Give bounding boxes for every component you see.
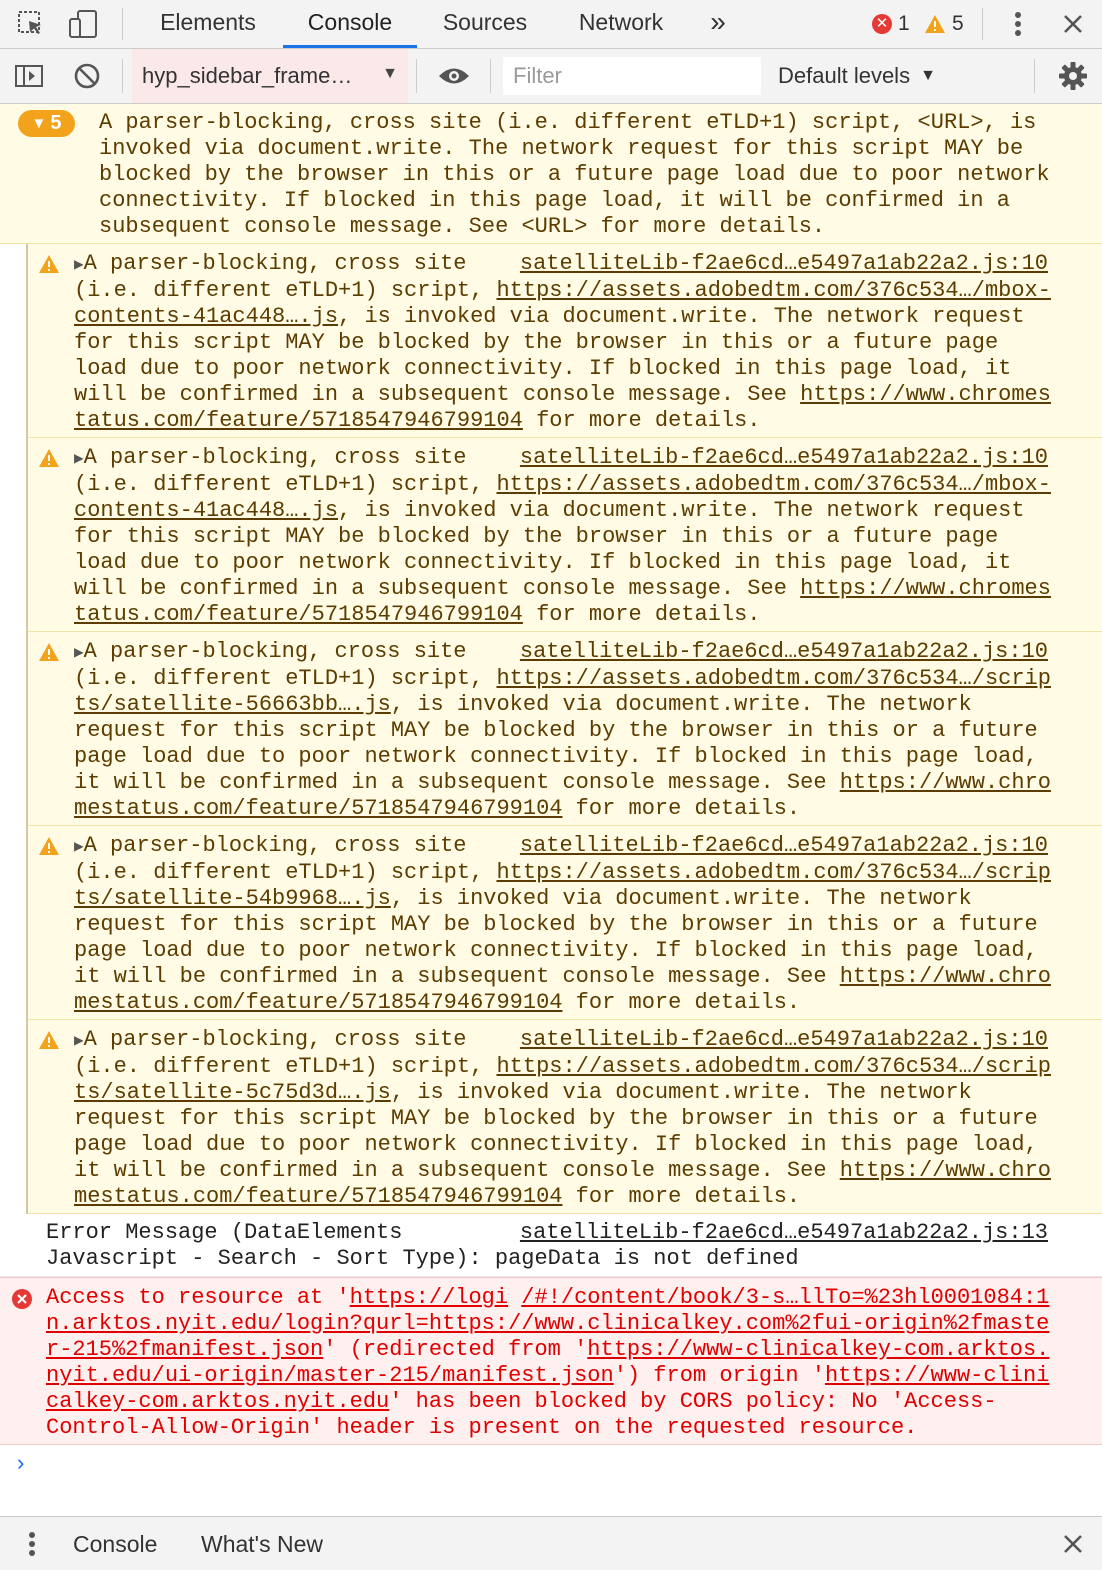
chromestatus-link[interactable]: tatus.com/feature/5718547946799104 [74,602,523,627]
drawer-tab-whats-new[interactable]: What's New [201,1531,323,1557]
source-link[interactable]: satelliteLib-f2ae6cd…e5497a1ab22a2.js:10 [519,1027,1048,1052]
divider [416,59,417,93]
warning-icon [38,254,60,274]
log-text: Error Message (DataElements Javascript - Search - Sort Type): pageData is not defined [46,1220,799,1271]
warning-text: ▶A parser-blocking, cross site (i.e. different eTLD+1) script, https://assets.adobedtm.com/376c534…/scrip ts/satellite-56663bb….js, is invoked via document.write. The network request for this script MAY be blocked by the browser in this or a future page load due to poor network connectivity. If blocked in this page load, it will be confirmed in a subsequent console message. See https://www.chro mestatus.com/feature/5718547946799104 for more details. [74,639,1051,821]
resource-url-link[interactable]: https://logi [349,1285,509,1310]
close-devtools-icon[interactable] [1056,0,1090,48]
divider [1034,59,1035,93]
expand-triangle-icon[interactable]: ▶ [74,256,84,274]
origin-url-link[interactable]: https://www-clini [824,1363,1050,1388]
clear-console-icon[interactable] [70,49,104,103]
log-levels-dropdown[interactable] [778,49,936,103]
chromestatus-link[interactable]: tatus.com/feature/5718547946799104 [74,408,523,433]
context-label: hyp_sidebar_frame… [142,63,353,88]
tab-sources[interactable]: Sources [442,9,528,35]
device-toolbar-icon[interactable] [66,0,102,48]
divider [982,8,983,40]
divider [490,59,491,93]
divider [122,59,123,93]
source-link[interactable]: satelliteLib-f2ae6cd…e5497a1ab22a2.js:10 [519,833,1048,858]
group-count: 5 [50,112,62,134]
resource-url-link[interactable]: n.arktos.nyit.edu/login?qurl=https://www.clinicalkey.com%2fui-origin%2fmaste [46,1311,1050,1336]
warning-group-badge[interactable] [18,110,75,137]
log-levels-label: Default levels [778,63,911,88]
console-log-message[interactable] [0,1214,1102,1277]
console-warning-message[interactable] [28,1020,1102,1214]
redirect-url-link[interactable]: nyit.edu/ui-origin/master-215/manifest.json [46,1363,614,1388]
script-url-link[interactable]: https://assets.adobedtm.com/376c534…/scrip [496,666,1051,691]
inspect-element-icon[interactable] [14,0,48,48]
redirect-url-link[interactable]: https://www-clinicalkey-com.arktos. [587,1337,1050,1362]
warning-count: 5 [952,12,964,35]
console-warning-message[interactable] [28,438,1102,632]
expand-triangle-icon[interactable]: ▶ [74,450,84,468]
source-link[interactable]: satelliteLib-f2ae6cd…e5497a1ab22a2.js:10 [519,251,1048,276]
error-text: Access to resource at 'https://logi /#!/content/book/3-s…llTo=%23hl0001084:1 n.arktos.nyit.edu/login?qurl=https://www.clinicalkey.com%2fui-origin%2fmaste r-215%2fmanifest.json' (redirected from 'https://www-clinicalkey-com.arktos. nyit.edu/ui-origin/master-215/manifest.json') from origin 'https://www-clini calkey-com.arktos.nyit.edu' has been blocked by CORS policy: No 'Access- Control-Allow-Origin' header is present on the requested resource. [46,1285,1050,1440]
chromestatus-link[interactable]: https://www.chro [839,1158,1051,1183]
script-url-link[interactable]: contents-41ac448….js [74,304,339,329]
warning-text: ▶A parser-blocking, cross site (i.e. different eTLD+1) script, https://assets.adobedtm.com/376c534…/scrip ts/satellite-5c75d3d….js, is invoked via document.write. The network request for this script MAY be blocked by the browser in this or a future page load due to poor network connectivity. If blocked in this page load, it will be confirmed in a subsequent console message. See https://www.chro mestatus.com/feature/5718547946799104 for more details. [74,1027,1051,1209]
chromestatus-link[interactable]: mestatus.com/feature/5718547946799104 [74,990,563,1015]
console-warning-message[interactable] [28,244,1102,438]
close-drawer-icon[interactable] [1058,1517,1088,1570]
warning-group-body [0,244,1102,1214]
expand-triangle-icon[interactable]: ▶ [74,838,84,856]
warning-icon [38,1030,60,1050]
warning-counter[interactable] [924,0,964,48]
expand-triangle-icon[interactable]: ▶ [74,1032,84,1050]
filter-input[interactable] [503,57,761,95]
warning-text: ▶A parser-blocking, cross site (i.e. different eTLD+1) script, https://assets.adobedtm.com/376c534…/mbox- contents-41ac448….js, is invoked via document.write. The network request for this script MAY be blocked by the browser in this or a future page load due to poor network connectivity. If blocked in this page load, it will be confirmed in a subsequent console message. See https://www.chromes tatus.com/feature/5718547946799104 for more details. [74,445,1051,627]
script-url-link[interactable]: https://assets.adobedtm.com/376c534…/mbox- [496,472,1051,497]
warning-icon [38,836,60,856]
warning-icon [38,642,60,662]
tab-elements[interactable]: Elements [160,9,256,35]
chromestatus-link[interactable]: mestatus.com/feature/5718547946799104 [74,1184,563,1209]
warning-text: ▶A parser-blocking, cross site (i.e. different eTLD+1) script, https://assets.adobedtm.com/376c534…/mbox- contents-41ac448….js, is invoked via document.write. The network request for this script MAY be blocked by the browser in this or a future page load due to poor network connectivity. If blocked in this page load, it will be confirmed in a subsequent console message. See https://www.chromes tatus.com/feature/5718547946799104 for more details. [74,251,1051,433]
script-url-link[interactable]: contents-41ac448….js [74,498,339,523]
error-icon: ✕ [872,14,892,34]
drawer-tab-console[interactable]: Console [73,1531,158,1557]
script-url-link[interactable]: https://assets.adobedtm.com/376c534…/mbox- [496,278,1051,303]
console-toolbar [0,49,1102,104]
script-url-link[interactable]: https://assets.adobedtm.com/376c534…/scrip [496,860,1051,885]
chromestatus-link[interactable]: https://www.chro [839,770,1051,795]
source-link[interactable]: satelliteLib-f2ae6cd…e5497a1ab22a2.js:10 [519,445,1048,470]
error-icon [11,1288,33,1310]
console-messages [0,104,1102,1516]
warning-icon [924,14,946,34]
chromestatus-link[interactable]: https://www.chromes [800,382,1051,407]
origin-url-link[interactable]: calkey-com.arktos.nyit.edu [46,1389,390,1414]
script-url-link[interactable]: https://assets.adobedtm.com/376c534…/scrip [496,1054,1051,1079]
resource-url-link[interactable]: r-215%2fmanifest.json [46,1337,324,1362]
console-error-message[interactable] [0,1277,1102,1445]
chromestatus-link[interactable]: mestatus.com/feature/5718547946799104 [74,796,563,821]
error-counter[interactable] [872,0,910,48]
warning-text: ▶A parser-blocking, cross site (i.e. different eTLD+1) script, https://assets.adobedtm.com/376c534…/scrip ts/satellite-54b9968….js, is invoked via document.write. The network request for this script MAY be blocked by the browser in this or a future page load due to poor network connectivity. If blocked in this page load, it will be confirmed in a subsequent console message. See https://www.chro mestatus.com/feature/5718547946799104 for more details. [74,833,1051,1015]
warning-group-header[interactable] [0,104,1102,244]
group-message: A parser-blocking, cross site (i.e. different eTLD+1) script, <URL>, is invoked via document.write. The network request for this script MAY be blocked by the browser in this or a future page load due to poor network connectivity. If blocked in this page load, it will be confirmed in a subsequent console message. See <URL> for more details. [99,110,1050,239]
collapse-triangle-icon: ▼ [31,115,47,132]
script-url-link[interactable]: ts/satellite-56663bb….js [74,692,391,717]
console-warning-message[interactable] [28,826,1102,1020]
script-url-link[interactable]: ts/satellite-54b9968….js [74,886,391,911]
dropdown-arrow-icon: ▼ [920,67,936,84]
tab-network[interactable]: Network [578,9,664,35]
tab-console[interactable]: Console [283,0,417,48]
script-url-link[interactable]: ts/satellite-5c75d3d….js [74,1080,391,1105]
error-count: 1 [898,12,910,35]
drawer-menu-icon[interactable] [26,1517,38,1570]
warning-icon [38,448,60,468]
sidebar-toggle-icon[interactable] [12,49,46,103]
kebab-menu-icon[interactable] [1004,0,1032,48]
chromestatus-link[interactable]: https://www.chro [839,964,1051,989]
context-selector[interactable] [132,49,408,103]
live-expression-eye-icon[interactable] [434,49,474,103]
drawer-tab-bar [0,1516,1102,1570]
source-link[interactable]: /#!/content/book/3-s…llTo=%23hl0001084:1 [521,1285,1050,1310]
source-link[interactable]: satelliteLib-f2ae6cd…e5497a1ab22a2.js:13 [519,1220,1048,1245]
dropdown-arrow-icon: ▼ [382,65,398,82]
divider [122,8,123,40]
expand-triangle-icon[interactable]: ▶ [74,644,84,662]
console-settings-gear-icon[interactable] [1056,49,1090,103]
console-warning-message[interactable] [28,632,1102,826]
source-link[interactable]: satelliteLib-f2ae6cd…e5497a1ab22a2.js:10 [519,639,1048,664]
console-prompt-input[interactable]: › [14,1452,28,1477]
chromestatus-link[interactable]: https://www.chromes [800,576,1051,601]
more-tabs-button[interactable]: » [710,6,726,37]
devtools-tab-bar [0,0,1102,49]
